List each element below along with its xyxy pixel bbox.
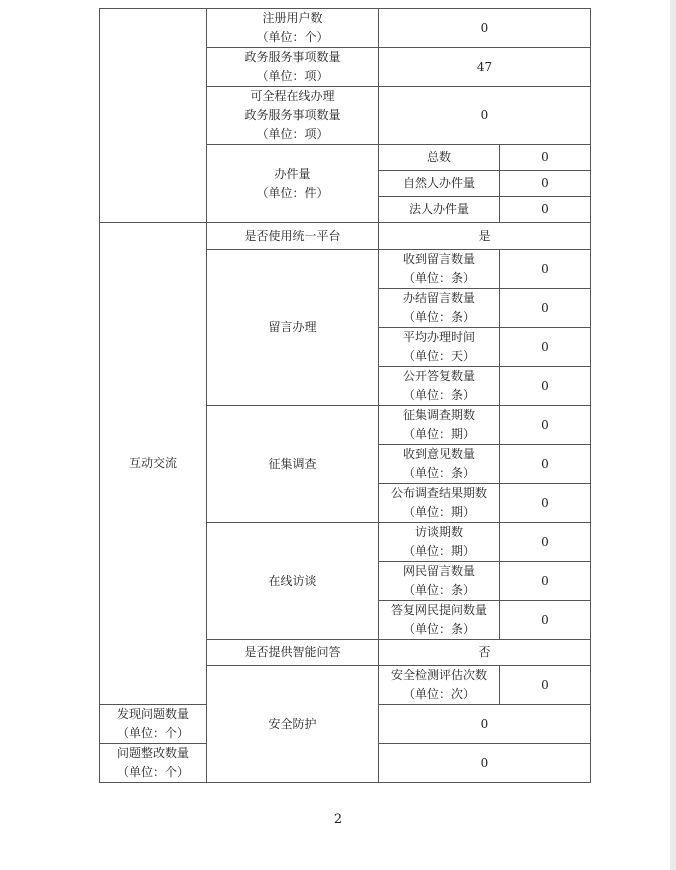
item-value: 0 bbox=[500, 601, 591, 640]
item-label: 收到意见数量 （单位：条） bbox=[379, 445, 500, 484]
item-label: 问题整改数量 （单位：个） bbox=[100, 744, 207, 783]
item-value: 0 bbox=[379, 705, 591, 744]
interaction-section-label: 互动交流 bbox=[100, 223, 207, 705]
item-value: 0 bbox=[379, 744, 591, 783]
unified-platform-value: 是 bbox=[379, 223, 591, 250]
surveys-label: 征集调查 bbox=[207, 406, 379, 523]
item-label: 公开答复数量 （单位：条） bbox=[379, 367, 500, 406]
item-label: 办结留言数量 （单位：条） bbox=[379, 289, 500, 328]
item-value: 0 bbox=[500, 406, 591, 445]
smart-qa-label: 是否提供智能问答 bbox=[207, 640, 379, 666]
item-label: 访谈期数 （单位：期） bbox=[379, 523, 500, 562]
service-items-label: 政务服务事项数量 （单位：项） bbox=[207, 48, 379, 87]
item-value: 0 bbox=[500, 523, 591, 562]
cases-legal-person-label: 法人办件量 bbox=[379, 197, 500, 223]
item-label: 征集调查期数 （单位：期） bbox=[379, 406, 500, 445]
item-label: 公布调查结果期数 （单位：期） bbox=[379, 484, 500, 523]
item-value: 0 bbox=[500, 562, 591, 601]
item-label: 网民留言数量 （单位：条） bbox=[379, 562, 500, 601]
item-value: 0 bbox=[500, 289, 591, 328]
messages-label: 留言办理 bbox=[207, 250, 379, 406]
statistics-table bbox=[99, 8, 591, 783]
cases-total-value: 0 bbox=[500, 145, 591, 171]
item-value: 0 bbox=[500, 250, 591, 289]
interviews-label: 在线访谈 bbox=[207, 523, 379, 640]
blank-category-cell bbox=[100, 9, 207, 223]
item-label: 答复网民提问数量 （单位：条） bbox=[379, 601, 500, 640]
online-items-label: 可全程在线办理 政务服务事项数量 （单位：项） bbox=[207, 87, 379, 145]
item-value: 0 bbox=[500, 445, 591, 484]
registered-users-label: 注册用户数 （单位：个） bbox=[207, 9, 379, 48]
item-label: 收到留言数量 （单位：条） bbox=[379, 250, 500, 289]
cases-label: 办件量 （单位：件） bbox=[207, 145, 379, 223]
online-items-value: 0 bbox=[379, 87, 591, 145]
cases-total-label: 总数 bbox=[379, 145, 500, 171]
unified-platform-label: 是否使用统一平台 bbox=[207, 223, 379, 250]
unified-platform-row bbox=[100, 223, 591, 250]
registered-users-value: 0 bbox=[379, 9, 591, 48]
service-items-value: 47 bbox=[379, 48, 591, 87]
item-value: 0 bbox=[500, 367, 591, 406]
cases-natural-person-label: 自然人办件量 bbox=[379, 171, 500, 197]
cases-natural-person-value: 0 bbox=[500, 171, 591, 197]
item-value: 0 bbox=[500, 666, 591, 705]
item-label: 发现问题数量 （单位：个） bbox=[100, 705, 207, 744]
smart-qa-value: 否 bbox=[379, 640, 591, 666]
security-section-label: 安全防护 bbox=[207, 666, 379, 783]
item-value: 0 bbox=[500, 328, 591, 367]
cases-legal-person-value: 0 bbox=[500, 197, 591, 223]
page-edge bbox=[670, 0, 676, 870]
item-value: 0 bbox=[500, 484, 591, 523]
page-number: 2 bbox=[333, 812, 343, 827]
registered-users-row bbox=[100, 9, 591, 48]
item-label: 平均办理时间 （单位：天） bbox=[379, 328, 500, 367]
item-label: 安全检测评估次数 （单位：次） bbox=[379, 666, 500, 705]
